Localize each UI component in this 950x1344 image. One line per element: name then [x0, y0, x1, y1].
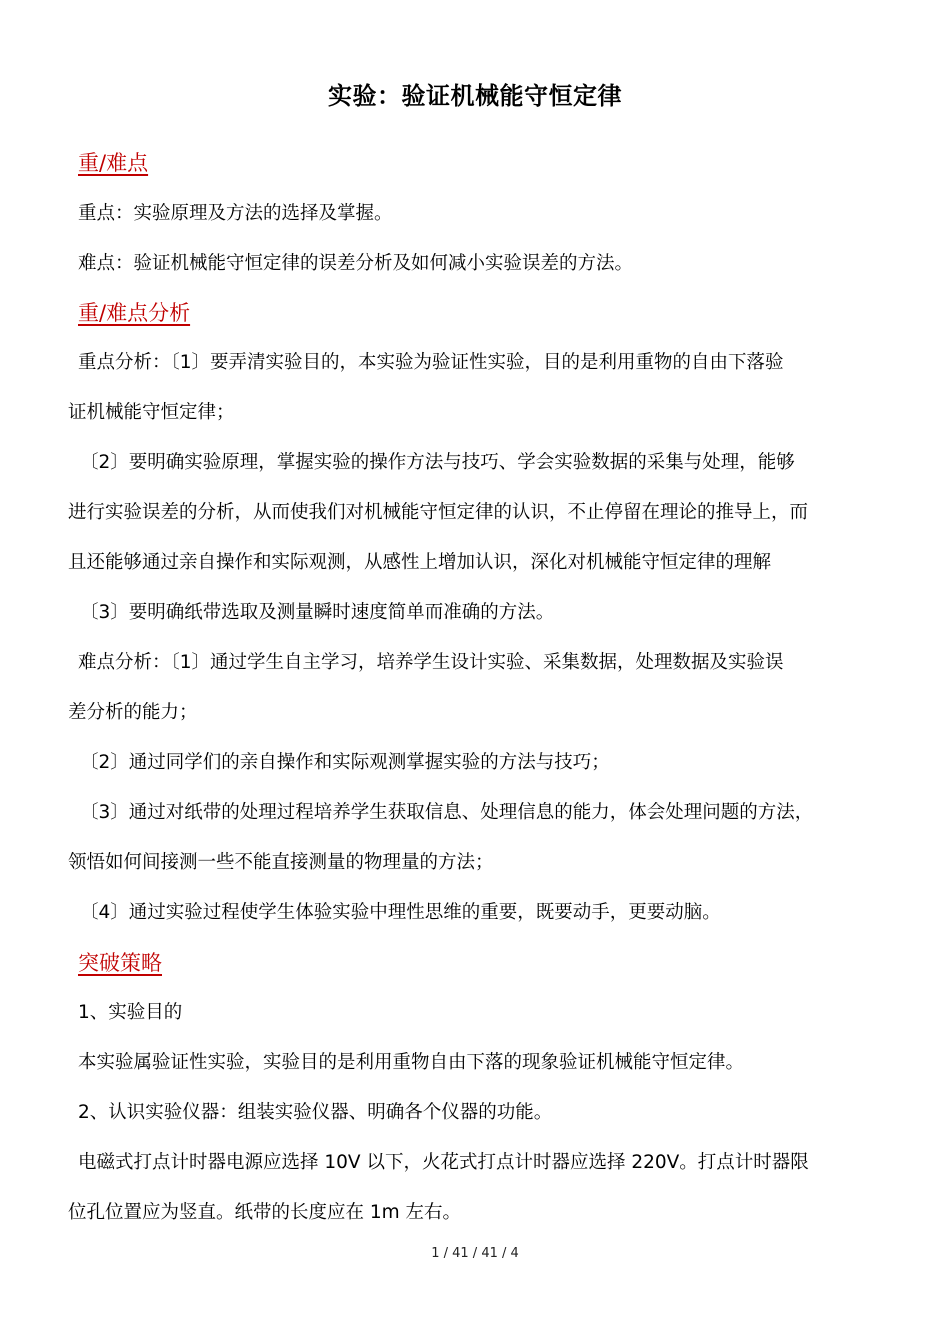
section-heading-strategy: 突破策略: [78, 951, 162, 975]
paragraph-line: 证机械能守恒定律；: [68, 402, 235, 423]
paragraph-line: 差分析的能力；: [68, 702, 198, 723]
paragraph-line: 〔2〕要明确实验原理，掌握实验的操作方法与技巧、学会实验数据的采集与处理，能够: [80, 452, 795, 473]
paragraph-line: 进行实验误差的分析，从而使我们对机械能守恒定律的认识，不止停留在理论的推导上，而: [68, 502, 809, 523]
paragraph-line: 难点：验证机械能守恒定律的误差分析及如何减小实验误差的方法。: [78, 253, 634, 274]
paragraph-line: 本实验属验证性实验，实验目的是利用重物自由下落的现象验证机械能守恒定律。: [78, 1052, 745, 1073]
paragraph-line: 重点分析：〔1〕要弄清实验目的，本实验为验证性实验，目的是利用重物的自由下落验: [78, 352, 784, 373]
paragraph-line: 位孔位置应为竖直。纸带的长度应在 1m 左右。: [68, 1202, 462, 1223]
paragraph-line: 〔3〕通过对纸带的处理过程培养学生获取信息、处理信息的能力，体会处理问题的方法，: [80, 802, 814, 823]
section-heading-difficulty: 重/难点: [78, 151, 149, 175]
paragraph-line: 领悟如何间接测一些不能直接测量的物理量的方法；: [68, 852, 494, 873]
section-heading-analysis: 重/难点分析: [78, 301, 191, 325]
paragraph-line: 重点：实验原理及方法的选择及掌握。: [78, 203, 393, 224]
paragraph-line: 难点分析：〔1〕通过学生自主学习，培养学生设计实验、采集数据，处理数据及实验误: [78, 652, 784, 673]
paragraph-line: 〔2〕通过同学们的亲自操作和实际观测掌握实验的方法与技巧；: [80, 752, 610, 773]
paragraph-line: 〔4〕通过实验过程使学生体验实验中理性思维的重要，既要动手，更要动脑。: [80, 902, 721, 923]
paragraph-line: 〔3〕要明确纸带选取及测量瞬时速度简单而准确的方法。: [80, 602, 555, 623]
paragraph-line: 且还能够通过亲自操作和实际观测，从感性上增加认识，深化对机械能守恒定律的理解: [68, 552, 772, 573]
document-title: 实验：验证机械能守恒定律: [328, 82, 622, 110]
paragraph-line: 2、认识实验仪器：组装实验仪器、明确各个仪器的功能。: [78, 1102, 553, 1123]
paragraph-line: 1、实验目的: [78, 1002, 183, 1023]
paragraph-line: 电磁式打点计时器电源应选择 10V 以下，火花式打点计时器应选择 220V。打点计时器限: [78, 1152, 809, 1173]
page-number: 1 / 41 / 41 / 4: [431, 1246, 519, 1261]
